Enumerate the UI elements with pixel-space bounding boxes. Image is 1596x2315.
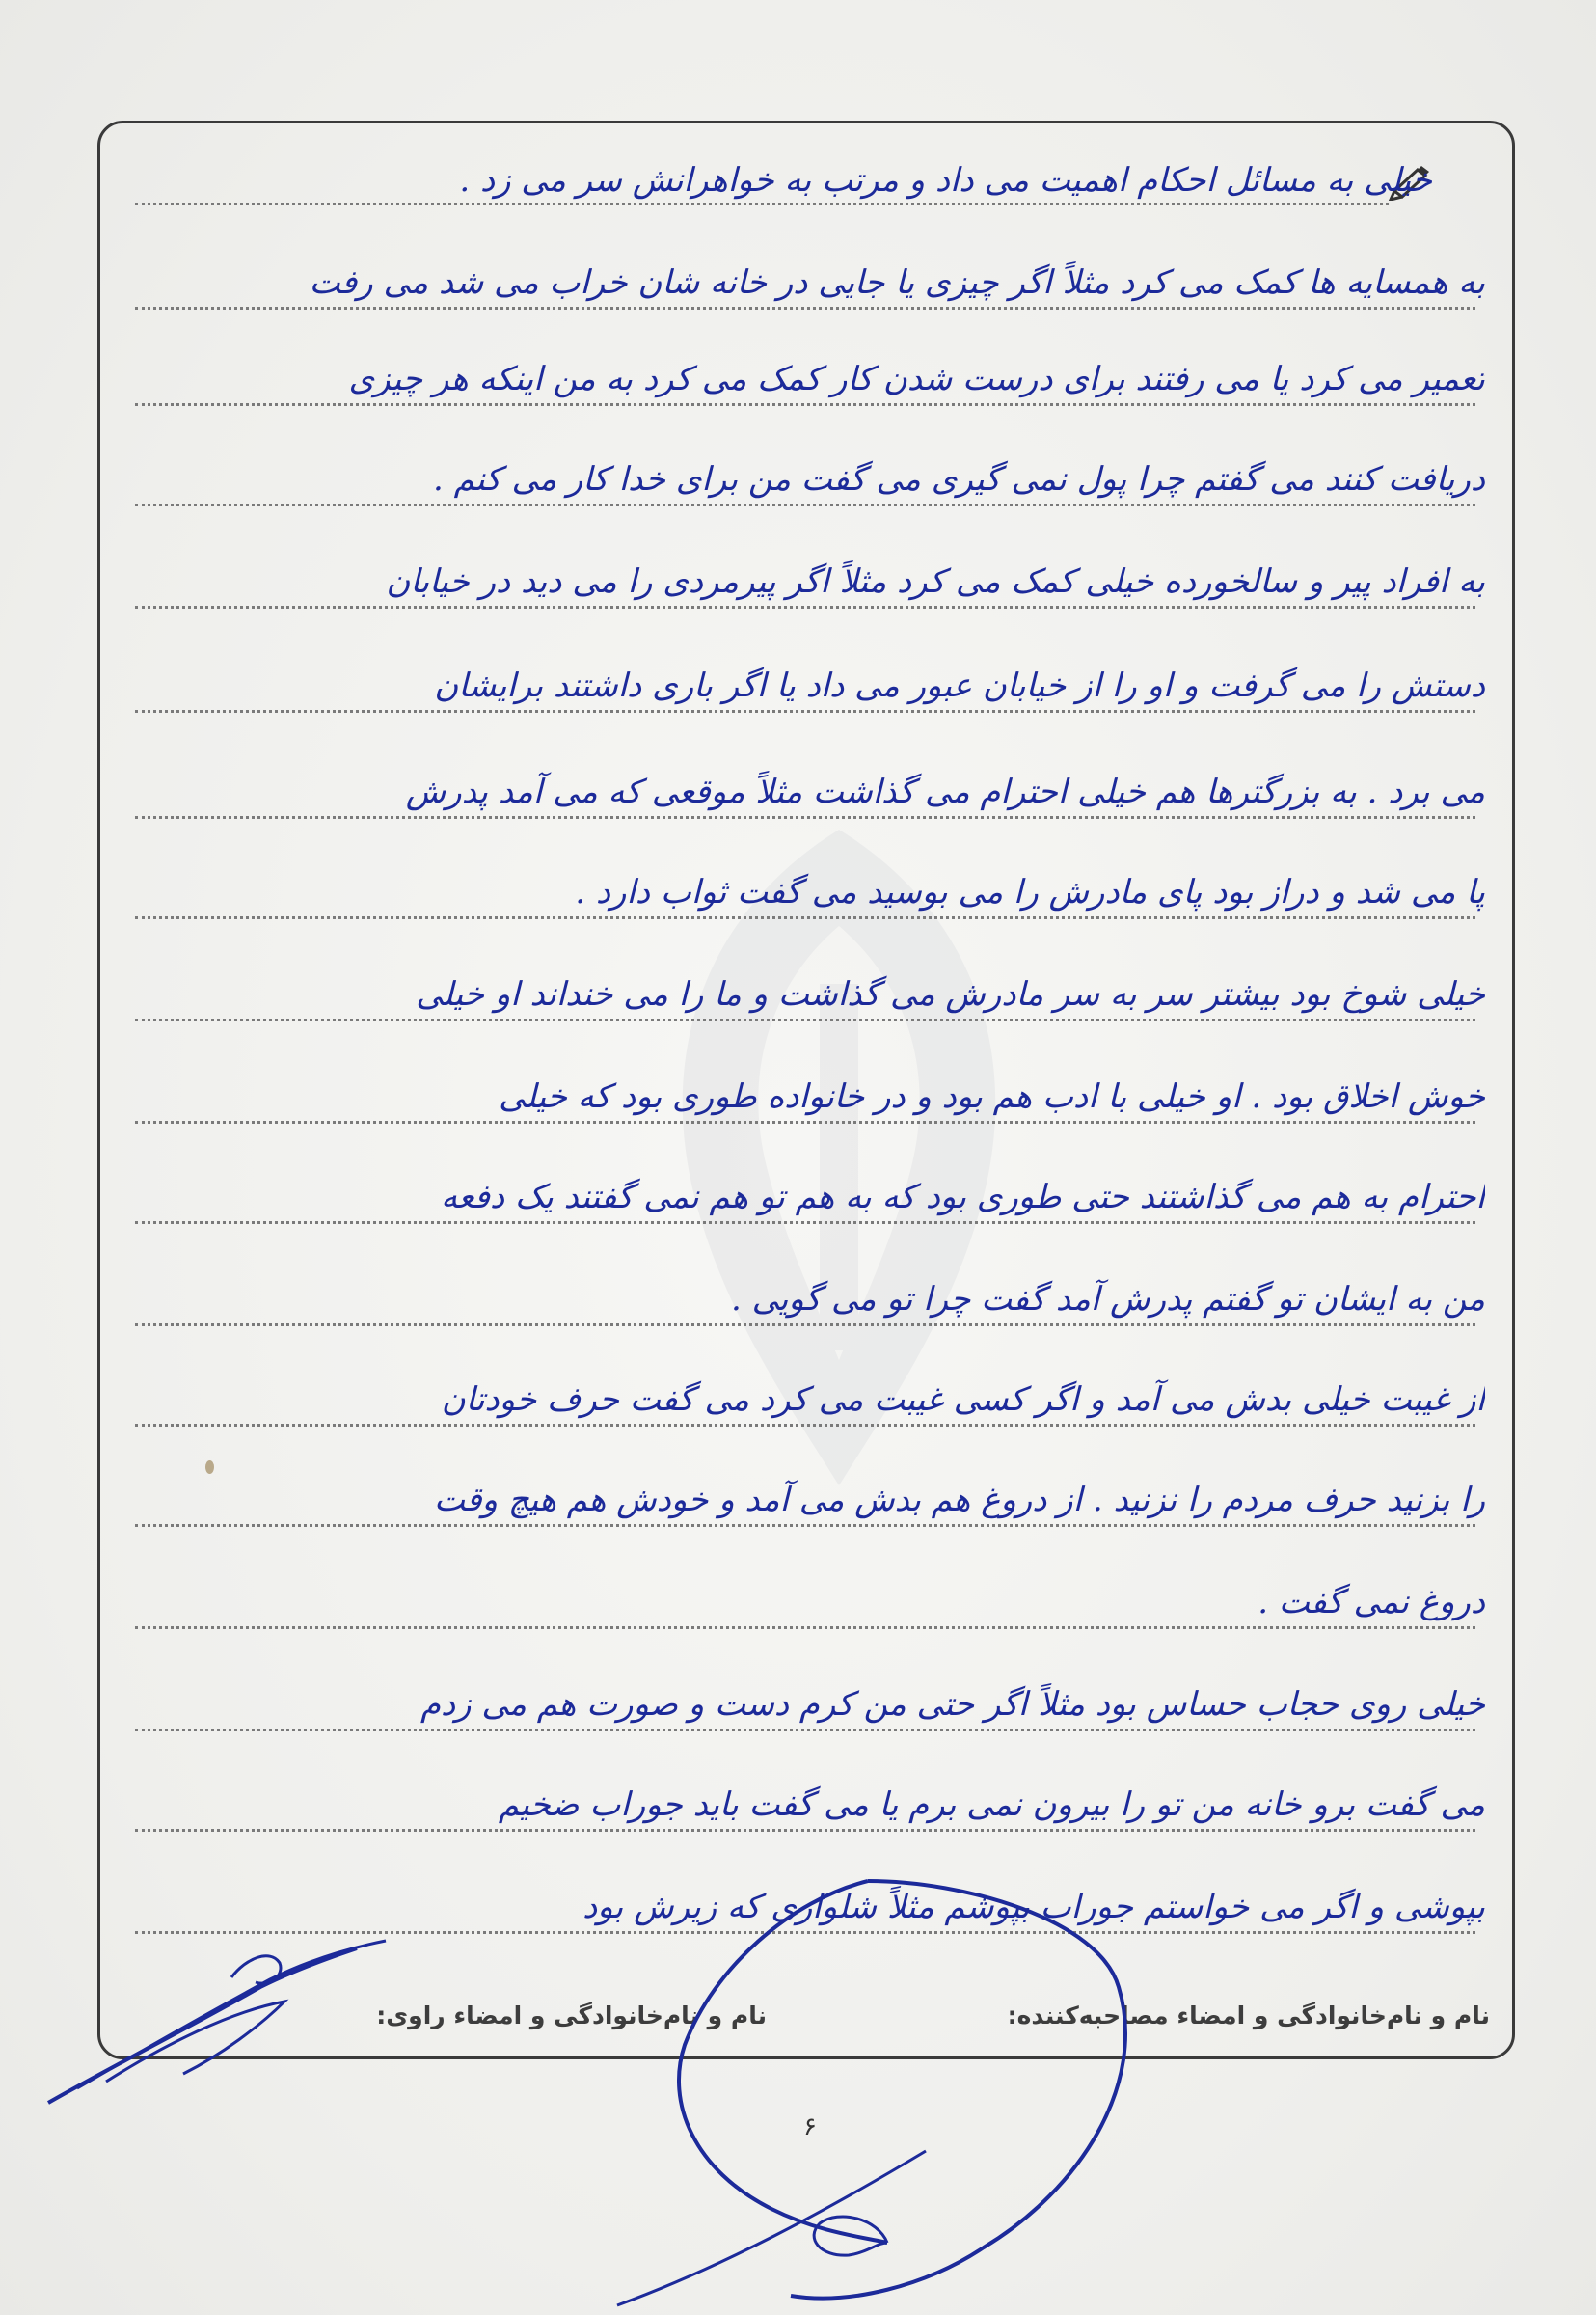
handwritten-line: بپوشی و اگر می خواستم جوراب بپوشم مثلاً شلواری که زیرش بود [582,1888,1485,1926]
handwritten-line: دروغ نمی گفت . [1258,1583,1485,1621]
narrator-signature-label: نام و نام‌خانوادگی و امضاء راوی: [376,2002,767,2029]
paper-speck [205,1460,214,1474]
handwritten-line: خیلی به مسائل احکام اهمیت می داد و مرتب به خواهرانش سر می زد . [459,161,1432,200]
handwritten-line: خیلی روی حجاب حساس بود مثلاً اگر حتی من کرم دست و صورت هم می زدم [419,1685,1485,1724]
handwritten-line: دستش را می گرفت و او را از خیابان عبور می داد یا اگر باری داشتند برایشان [434,667,1485,705]
handwritten-line: خوش اخلاق بود . او خیلی با ادب هم بود و در خانواده طوری بود که خیلی [499,1077,1485,1116]
handwritten-line: دریافت کنند می گفتم چرا پول نمی گیری می گفت من برای خدا کار می کنم . [433,460,1485,499]
handwritten-line: می گفت برو خانه من تو را بیرون نمی برم یا می گفت باید جوراب ضخیم [498,1785,1485,1824]
narrator-signature [39,1920,405,2122]
handwritten-line: به همسایه ها کمک می کرد مثلاً اگر چیزی یا جایی در خانه شان خراب می شد می رفت [309,263,1485,302]
handwritten-line: می برد . به بزرگترها هم خیلی احترام می گذاشت مثلاً موقعی که می آمد پدرش [405,773,1485,811]
handwritten-line: به افراد پیر و سالخورده خیلی کمک می کرد مثلاً اگر پیرمردی را می دید در خیابان [386,562,1485,601]
handwritten-line: پا می شد و دراز بود پای مادرش را می بوسید می گفت ثواب دارد . [575,873,1485,912]
handwritten-line: من به ایشان تو گفتم پدرش آمد گفت چرا تو می گویی . [730,1280,1485,1319]
handwritten-line: احترام به هم می گذاشتند حتی طوری بود که به هم تو هم نمی گفتند یک دفعه [441,1178,1485,1216]
handwritten-line: را بزنید حرف مردم را نزنید . از دروغ هم بدش می آمد و خودش هم هیچ وقت [434,1481,1485,1519]
interviewer-signature [579,1862,1157,2315]
handwritten-line: تعمیر می کرد یا می رفتند برای درست شدن کار کمک می کرد به من اینکه هر چیزی [348,360,1485,398]
interviewer-signature-label: نام و نام‌خانوادگی و امضاء مصاحبه‌کننده: [1007,2002,1490,2029]
handwritten-line: از غیبت خیلی بدش می آمد و اگر کسی غیبت می کرد می گفت حرف خودتان [441,1380,1485,1419]
page-number: ۶ [803,2112,817,2141]
handwritten-line: خیلی شوخ بود بیشتر سر به سر مادرش می گذاشت و ما را می خنداند او خیلی [416,975,1485,1014]
